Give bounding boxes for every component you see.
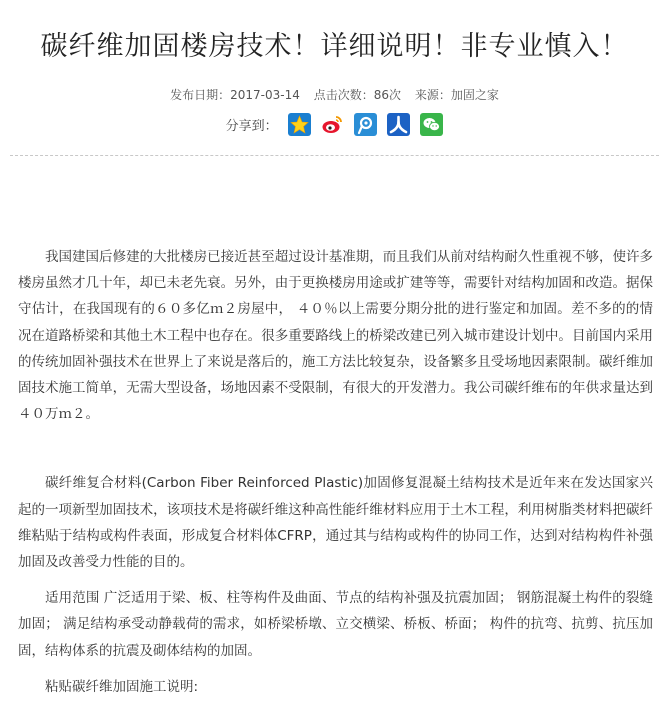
article-title: 碳纤维加固楼房技术！详细说明！非专业慎入！	[40, 31, 629, 62]
paragraph: 碳纤维复合材料(Carbon Fiber Reinforced Plastic)加固修复混凝土结构技术是近年来在发达国家兴起的一项新型加固技术，该项技术是将碳纤维这种高性能纤维材料应用于土木工程，利用树脂类材料把碳纤维粘贴于结构或构件表面，形成复合材料体CFRP，通过其与结构或构件的协同工作，达到对结构构件补强加固及改善受力性能的目的。	[18, 475, 653, 571]
paragraph: 我国建国后修建的大批楼房已接近甚至超过设计基准期，而且我们从前对结构耐久性重视不够，使许多楼房虽然才几十年，却已未老先衰。另外，由于更换楼房用途或扩建等等，需要针对结构加固和改造。据保守估计，在我国现有的６０多亿ｍ２房屋中， ４０％以上需要分期分批的进行鉴定和加固。差不多的的情况在道路桥梁和其他土木工程中也存在。很多重要路线上的桥梁改建已列入城市建设计划中。目前国内采用的传统加固补强技术在世界上了来说是落后的，施工方法比较复杂，设备繁多且受场地因素限制。碳纤维加固技术施工简单，无需大型设备，场地因素不受限制，有很大的开发潜力。我公司碳纤维布的年供求量达到４０万ｍ２。	[18, 249, 653, 423]
renren-icon[interactable]	[387, 113, 410, 136]
article-body	[18, 244, 653, 700]
share-label: 分享到：	[225, 119, 278, 134]
paragraph: 适用范围 广泛适用于梁、板、柱等构件及曲面、节点的结构补强及抗震加固； 钢筋混凝土构件的裂缝加固； 满足结构承受动静载荷的需求，如桥梁桥墩、立交横梁、桥板、桥面； 构件的抗弯、抗剪、抗压加固，结构体系的抗震及砌体结构的加固。	[18, 590, 653, 659]
divider	[10, 155, 659, 156]
share-bar	[0, 113, 669, 136]
view-count: 点击次数：86次	[313, 88, 401, 102]
tencent-weibo-icon[interactable]	[354, 113, 377, 136]
qzone-icon[interactable]	[288, 113, 311, 136]
publish-date: 发布日期：2017-03-14	[170, 88, 300, 102]
article-meta	[0, 86, 669, 103]
wechat-icon[interactable]	[420, 113, 443, 136]
article-source: 来源：加固之家	[414, 88, 499, 102]
weibo-icon[interactable]	[321, 113, 344, 136]
paragraph: 粘贴碳纤维加固施工说明:	[45, 678, 199, 695]
